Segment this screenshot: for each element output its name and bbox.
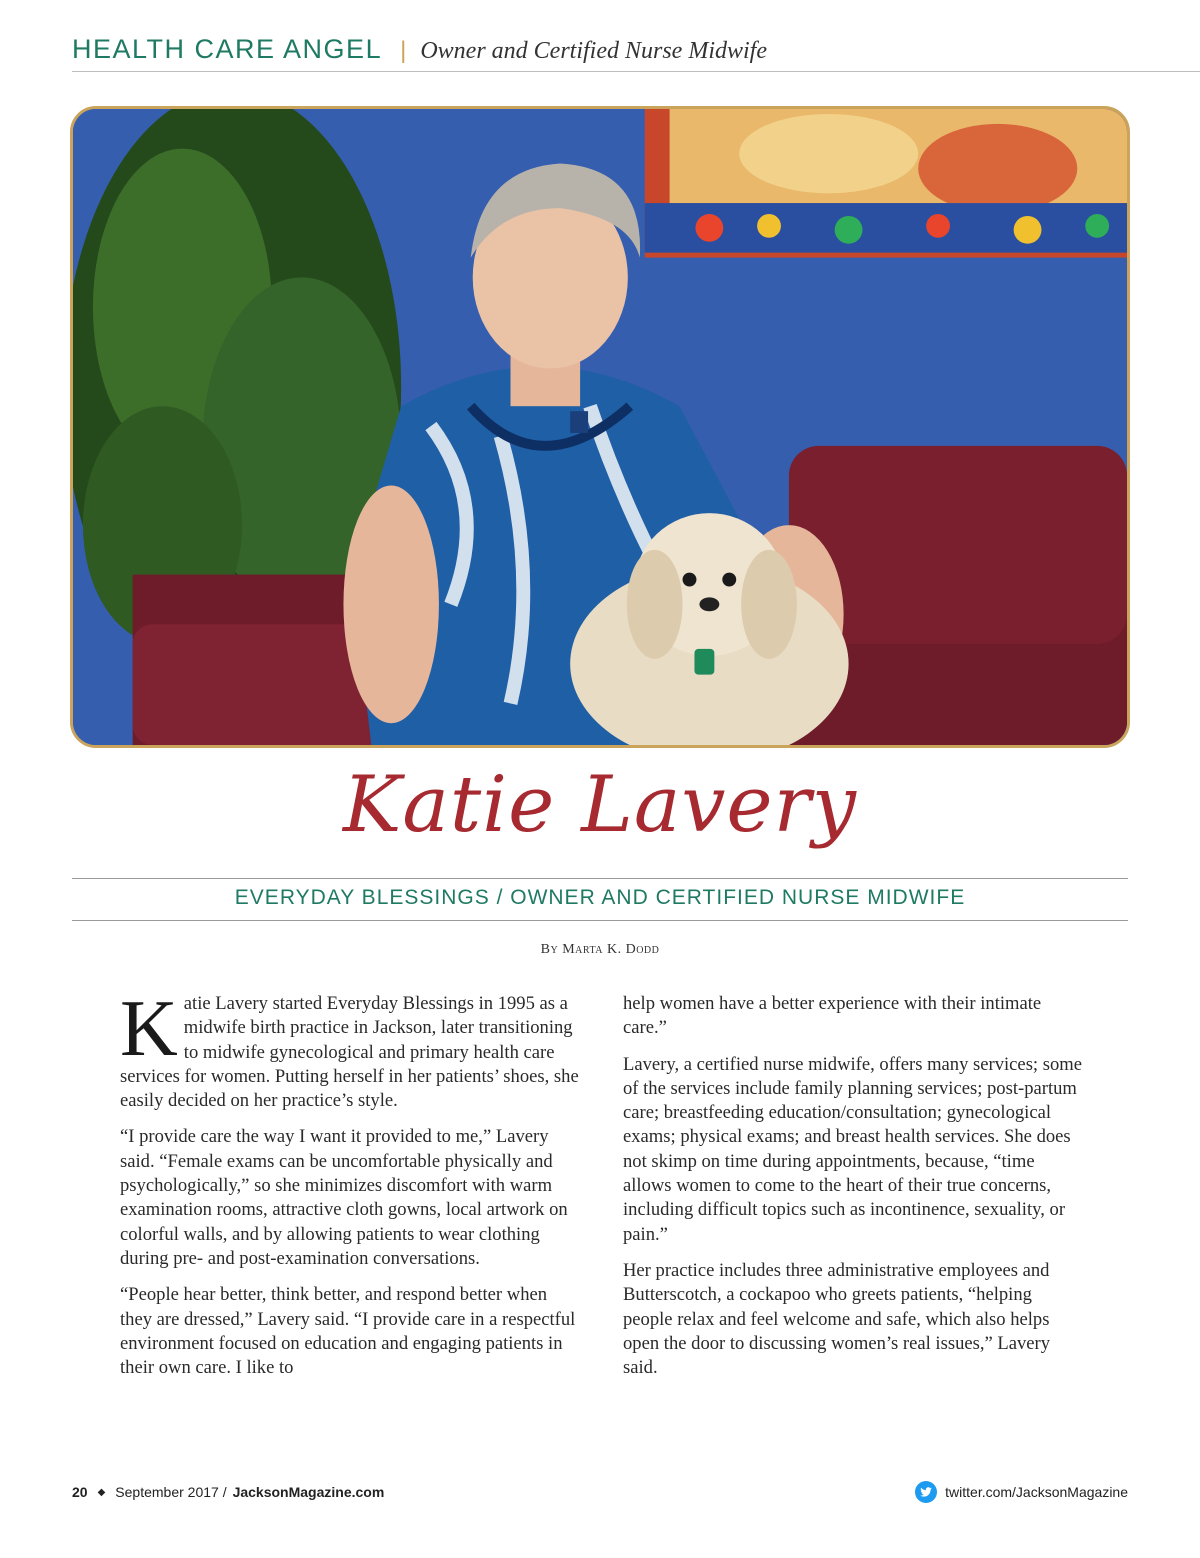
portrait-illustration — [73, 109, 1127, 745]
site-link[interactable]: JacksonMagazine.com — [232, 1484, 385, 1500]
paragraph: “I provide care the way I want it provided to me,” Lavery said. “Female exams can be uncomfortable physically and psychologically,” so she minimizes discomfort with warm examination rooms, attractive cloth gowns, local artwork on colorful walls, and by allowing patients to wear clothing during pre- and post-examination conversations. — [120, 1126, 568, 1269]
twitter-handle[interactable]: twitter.com/JacksonMagazine — [945, 1484, 1128, 1500]
paragraph — [120, 985, 580, 1113]
paragraph: help women have a better experience with their intimate care.” — [623, 993, 1042, 1039]
article-subhead: EVERYDAY BLESSINGS / OWNER AND CERTIFIED NURSE MIDWIFE — [234, 886, 966, 909]
article-column-right — [623, 992, 1083, 1392]
page-header — [72, 34, 1200, 74]
paragraph: “People hear better, think better, and respond better when they are dressed,” Lavery said. “I provide care in a respectful environment focused on education and engaging patients in their own care. I like to — [120, 1284, 576, 1379]
page-number: 20 — [72, 1484, 88, 1500]
issue-date: September 2017 / — [115, 1484, 227, 1500]
section-title: HEALTH CARE ANGEL — [72, 34, 383, 64]
twitter-link-group[interactable] — [915, 1481, 1128, 1503]
paragraph: Lavery, a certified nurse midwife, offers many services; some of the services include family planning services; post-partum care; breastfeeding education/consultation; gynecological exams; physical exams; and breast health services. She does not skimp on time during appointments, because, “time allows women to come to the heart of their true concerns, including difficult topics such as incontinence, sexuality, or pain.” — [623, 1053, 1082, 1245]
paragraph-text: atie Lavery started Everyday Blessings in 1995 as a midwife birth practice in Jackson, later transitioning to midwife gynecological and primary health care services for women. Putting herself in her patients’ shoes, she easily decided on her practice’s style. — [120, 993, 579, 1112]
subhead-rule-top — [72, 878, 1128, 879]
article-title-name: Katie Lavery — [343, 760, 857, 850]
article-column-left — [120, 985, 580, 1392]
twitter-bird-icon — [915, 1481, 937, 1503]
drop-cap: K — [120, 985, 178, 1073]
header-subtitle: Owner and Certified Nurse Midwife — [420, 38, 767, 64]
footer-bullet: ◆ — [97, 1486, 106, 1498]
paragraph: Her practice includes three administrative employees and Butterscotch, a cockapoo who greets patients, “helping people relax and feel welcome and safe, which also helps open the door to discussing women’s real issues,” Lavery said. — [623, 1259, 1051, 1379]
header-separator: | — [400, 37, 407, 64]
portrait-photo-frame — [70, 106, 1130, 748]
subhead-rule-bottom — [72, 920, 1128, 921]
page-footer — [72, 1480, 1128, 1504]
byline: By Marta K. Dodd — [540, 942, 660, 957]
header-rule — [72, 71, 1200, 72]
portrait-photo — [73, 109, 1127, 745]
